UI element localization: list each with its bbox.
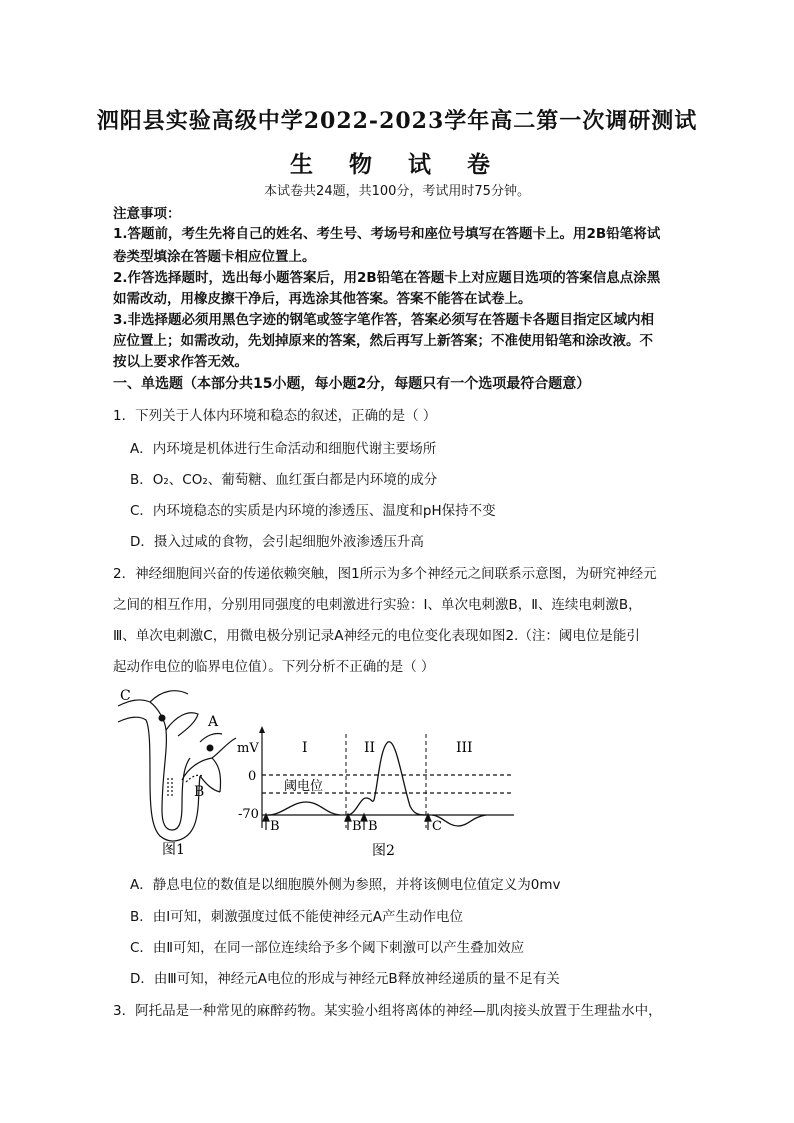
notice-line: 如需改动，用橡皮擦干净后，再选涂其他答案。答案不能答在试卷上。 — [113, 291, 532, 307]
fig1-caption: 图1 — [162, 842, 185, 858]
q2-option-d: D．由Ⅲ可知，神经元A电位的形成与神经元B释放神经递质的量不足有关 — [130, 971, 560, 987]
exam-subtitle: 生 物 试 卷 — [289, 151, 505, 178]
fig1-label-b: B — [194, 784, 205, 800]
fig2-trace-1 — [268, 802, 340, 815]
fig2-y-tick-0: 0 — [248, 769, 257, 784]
fig2-threshold-label: 阈电位 — [284, 779, 324, 794]
notice-line: 按以上要求作答无效。 — [113, 354, 248, 370]
fig2-segment-1: I — [302, 740, 308, 756]
fig2-potential-chart — [237, 726, 514, 859]
notice-line: 卷类型填涂在答题卡相应位置上。 — [113, 249, 316, 265]
notice-line: 2.作答选择题时，选出每小题答案后，用2B铅笔在答题卡上对应题目选项的答案信息点涂黑 — [113, 270, 661, 286]
fig2-stimulus-label: B — [352, 819, 362, 834]
q2-option-b: B．由Ⅰ可知，刺激强度过低不能使神经元A产生动作电位 — [130, 909, 463, 925]
question-1-stem: 1．下列关于人体内环境和稳态的叙述，正确的是（ ） — [113, 408, 437, 424]
fig2-segment-2: II — [364, 740, 376, 756]
fig1-synapse-dot — [159, 715, 166, 722]
fig2-caption: 图2 — [372, 843, 395, 859]
fig2-y-unit: mV — [237, 741, 259, 756]
q2-figure — [110, 680, 530, 865]
question-2-stem-line: Ⅲ、单次电刺激C，用微电极分别记录A神经元的电位变化表现如图2.（注：阈电位是能引 — [113, 628, 640, 644]
fig2-stimulus-label: C — [432, 819, 442, 834]
q1-option-c: C．内环境稳态的实质是内环境的渗透压、温度和pH保持不变 — [130, 503, 496, 519]
notice-line: 3.非选择题必须用黑色字迹的钢笔或签字笔作答，答案必须写在答题卡各题目指定区域内相 — [113, 312, 655, 328]
fig2-segment-3: III — [456, 740, 473, 756]
notice-line: 1.答题前，考生先将自己的姓名、考生号、考场号和座位号填写在答题卡上。用2B铅笔将试 — [113, 226, 661, 242]
notice-heading: 注意事项： — [113, 206, 181, 222]
fig2-y-tick-minus70: -70 — [238, 807, 259, 822]
question-2-stem-line: 2．神经细胞间兴奋的传递依赖突触，图1所示为多个神经元之间联系示意图，为研究神经元 — [113, 566, 657, 582]
exam-title: 泗阳县实验高级中学2022-2023学年高二第一次调研测试 — [96, 108, 698, 134]
q2-option-c: C．由Ⅱ可知，在同一部位连续给予多个阈下刺激可以产生叠加效应 — [130, 940, 525, 956]
exam-info: 本试卷共24题，共100分，考试用时75分钟。 — [264, 184, 530, 199]
fig2-trace-2 — [348, 742, 426, 815]
q2-option-a: A．静息电位的数值是以细胞膜外侧为参照，并将该侧电位值定义为0mv — [130, 877, 561, 893]
fig2-y-axis-arrow — [259, 726, 265, 733]
fig2-stimulus-label: B — [270, 819, 280, 834]
fig1-label-a: A — [208, 714, 219, 730]
fig1-neuron-diagram — [118, 691, 236, 841]
q1-option-d: D．摄入过咸的食物，会引起细胞外液渗透压升高 — [130, 534, 424, 550]
question-2-stem-line: 之间的相互作用，分别用同强度的电刺激进行实验：Ⅰ、单次电刺激B，Ⅱ、连续电刺激B， — [113, 597, 642, 613]
fig2-stimulus-label: B — [368, 819, 378, 834]
q1-option-b: B．O₂、CO₂、葡萄糖、血红蛋白都是内环境的成分 — [130, 472, 438, 488]
q1-option-a: A．内环境是机体进行生命活动和细胞代谢主要场所 — [130, 441, 437, 457]
section-heading: 一、单选题（本部分共15小题，每小题2分，每题只有一个选项最符合题意） — [113, 376, 591, 392]
question-3-stem: 3．阿托品是一种常见的麻醉药物。某实验小组将离体的神经—肌肉接头放置于生理盐水中， — [113, 1003, 662, 1019]
fig2-stimulus-arrows — [263, 814, 431, 830]
fig1-synapse-dot — [207, 745, 214, 752]
notice-line: 应位置上；如需改动，先划掉原来的答案，然后再写上新答案；不准使用铅笔和涂改液。不 — [113, 333, 653, 349]
fig1-label-c: C — [120, 688, 131, 704]
question-2-stem-line: 起动作电位的临界电位值）。下列分析不正确的是（ ） — [113, 659, 435, 675]
